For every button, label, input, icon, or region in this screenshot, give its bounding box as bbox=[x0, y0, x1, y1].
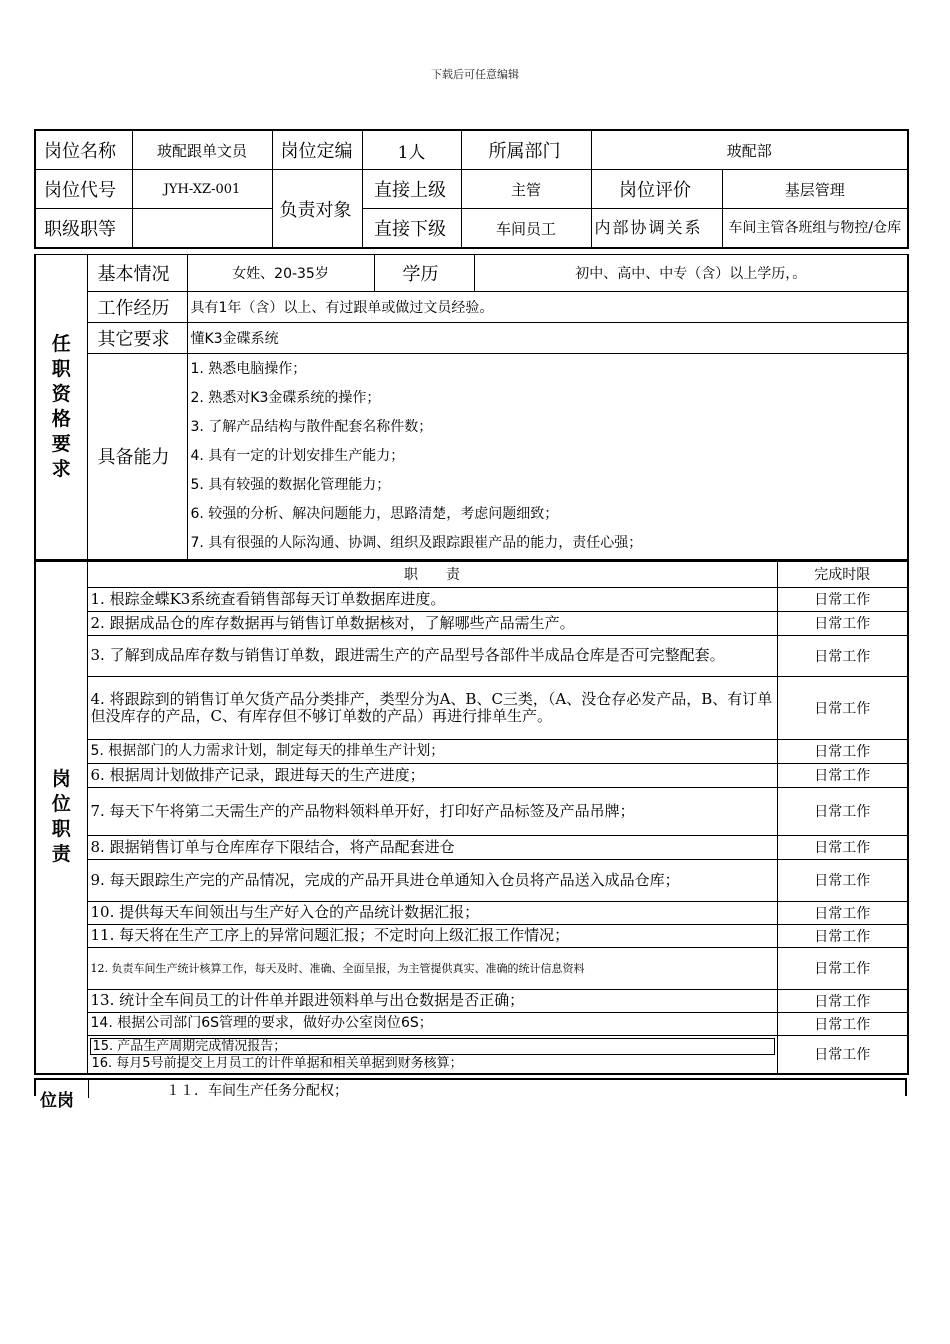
value-job-title: 玻配跟单文员 bbox=[132, 130, 272, 170]
ability-item: 7. 具有很强的人际沟通、协调、组织及跟踪跟崔产品的能力，责任心强； bbox=[190, 534, 643, 551]
duty-limit: 日常工作 bbox=[777, 901, 908, 924]
value-work-experience: 具有1年（含）以上、有过跟单或做过文员经验。 bbox=[187, 292, 908, 323]
label-headcount: 岗位定编 bbox=[272, 130, 362, 170]
duty-item: 7. 每天下午将第二天需生产的产品物料领料单开好，打印好产品标签及产品吊牌； bbox=[87, 787, 777, 835]
label-job-evaluation: 岗位评价 bbox=[591, 170, 722, 209]
duties-column-header: 职 责 bbox=[87, 561, 777, 587]
duty-limit: 日常工作 bbox=[777, 924, 908, 947]
duty-limit: 日常工作 bbox=[777, 739, 908, 763]
duty-items-15-16 bbox=[87, 1035, 777, 1074]
value-education: 初中、高中、中专（含）以上学历，。 bbox=[474, 255, 908, 292]
label-job-title: 岗位名称 bbox=[35, 130, 132, 170]
duty-item-15: 15. 产品生产周期完成情况报告； bbox=[90, 1038, 775, 1055]
duty-item: 1. 根踪金蝶K3系统查看销售部每天订单数据库进度。 bbox=[87, 587, 777, 611]
limit-column-header: 完成时限 bbox=[777, 561, 908, 587]
duty-item-16: 16. 每月5号前提交上月员工的计件单据和相关单据到财务核算； bbox=[91, 1055, 463, 1071]
authority-divider bbox=[88, 1080, 89, 1098]
duty-limit: 日常工作 bbox=[777, 989, 908, 1012]
duty-limit: 日常工作 bbox=[777, 676, 908, 739]
authority-side-label: 位岗 bbox=[40, 1091, 74, 1111]
value-grade bbox=[132, 209, 272, 249]
ability-item: 5. 具有较强的数据化管理能力； bbox=[190, 476, 391, 493]
duty-item: 10. 提供每天车间领出与生产好入仓的产品统计数据汇报； bbox=[87, 901, 777, 924]
label-basic-info: 基本情况 bbox=[87, 255, 187, 292]
duties-table bbox=[34, 560, 909, 1075]
value-other-requirements: 懂K3金碟系统 bbox=[187, 323, 908, 354]
duty-limit: 日常工作 bbox=[777, 587, 908, 611]
label-department: 所属部门 bbox=[461, 130, 591, 170]
duty-limit: 日常工作 bbox=[777, 859, 908, 901]
duty-item: 3. 了解到成品库存数与销售订单数，跟进需生产的产品型号各部件半成品仓库是否可完整配套。 bbox=[87, 635, 777, 676]
label-direct-subordinate: 直接下级 bbox=[362, 209, 461, 249]
duties-side-label: 岗位职责 bbox=[35, 561, 87, 1074]
label-grade: 职级职等 bbox=[35, 209, 132, 249]
value-job-evaluation: 基层管理 bbox=[722, 170, 908, 209]
duty-item: 6. 根据周计划做排产记录，跟进每天的生产进度； bbox=[87, 763, 777, 787]
duty-limit: 日常工作 bbox=[777, 1012, 908, 1035]
ability-item: 3. 了解产品结构与散件配套名称件数； bbox=[190, 418, 433, 435]
duty-item: 13. 统计全车间员工的计件单并跟进领料单与出仓数据是否正确； bbox=[87, 989, 777, 1012]
duty-item: 2. 跟据成品仓的库存数据再与销售订单数据核对，了解哪些产品需生产。 bbox=[87, 611, 777, 635]
duty-limit: 日常工作 bbox=[777, 835, 908, 859]
duty-item: 12. 负责车间生产统计核算工作，每天及时、准确、全面呈报，为主管提供真实、准确的统计信息资料 bbox=[87, 947, 777, 989]
job-header-table bbox=[34, 129, 909, 249]
label-responsible-for: 负责对象 bbox=[272, 170, 362, 249]
ability-item: 1. 熟悉电脑操作； bbox=[190, 360, 307, 377]
ability-item: 6. 较强的分析、解决问题能力，思路清楚，考虑问题细致； bbox=[190, 505, 559, 522]
document-watermark: 下载后可任意编辑 bbox=[431, 68, 519, 81]
abilities-list bbox=[187, 354, 908, 560]
label-internal-coordination: 内部协调关系 bbox=[591, 209, 722, 249]
label-direct-superior: 直接上级 bbox=[362, 170, 461, 209]
duty-item: 4. 将跟踪到的销售订单欠货产品分类排产，类型分为A、B、C三类，（A、没仓存必发产品，B、有订单但没库存的产品，C、有库存但不够订单数的产品）再进行排单生产。 bbox=[87, 676, 777, 739]
qualifications-side-label: 任职资格要求 bbox=[35, 255, 87, 560]
authority-item: １１．车间生产任务分配权； bbox=[166, 1083, 348, 1099]
value-direct-subordinate: 车间员工 bbox=[461, 209, 591, 249]
duty-limit: 日常工作 bbox=[777, 947, 908, 989]
label-work-experience: 工作经历 bbox=[87, 292, 187, 323]
qualifications-table bbox=[34, 254, 909, 561]
value-basic-info: 女姓、20-35岁 bbox=[187, 255, 374, 292]
duty-item: 8. 跟据销售订单与仓库库存下限结合，将产品配套进仓 bbox=[87, 835, 777, 859]
duty-limit: 日常工作 bbox=[777, 635, 908, 676]
label-education: 学历 bbox=[374, 255, 474, 292]
ability-item: 2. 熟悉对K3金碟系统的操作； bbox=[190, 389, 381, 406]
authority-section bbox=[34, 1078, 907, 1111]
duty-limit: 日常工作 bbox=[777, 611, 908, 635]
duty-limit: 日常工作 bbox=[777, 787, 908, 835]
duty-item: 11. 每天将在生产工序上的异常问题汇报；不定时向上级汇报工作情况； bbox=[87, 924, 777, 947]
value-headcount: 1人 bbox=[362, 130, 461, 170]
label-other-requirements: 其它要求 bbox=[87, 323, 187, 354]
duty-item: 14. 根据公司部门6S管理的要求，做好办公室岗位6S； bbox=[87, 1012, 777, 1035]
label-abilities: 具备能力 bbox=[87, 354, 187, 560]
duty-item: 5. 根据部门的人力需求计划，制定每天的排单生产计划； bbox=[87, 739, 777, 763]
value-internal-coordination: 车间主管各班组与物控/仓库 bbox=[722, 209, 908, 249]
duty-limit: 日常工作 bbox=[777, 763, 908, 787]
ability-item: 4. 具有一定的计划安排生产能力； bbox=[190, 447, 405, 464]
value-job-code: JYH-XZ-001 bbox=[132, 170, 272, 209]
duty-item: 9. 每天跟踪生产完的产品情况，完成的产品开具进仓单通知入仓员将产品送入成品仓库； bbox=[87, 859, 777, 901]
duty-limit: 日常工作 bbox=[777, 1035, 908, 1074]
value-department: 玻配部 bbox=[591, 130, 908, 170]
value-direct-superior: 主管 bbox=[461, 170, 591, 209]
label-job-code: 岗位代号 bbox=[35, 170, 132, 209]
